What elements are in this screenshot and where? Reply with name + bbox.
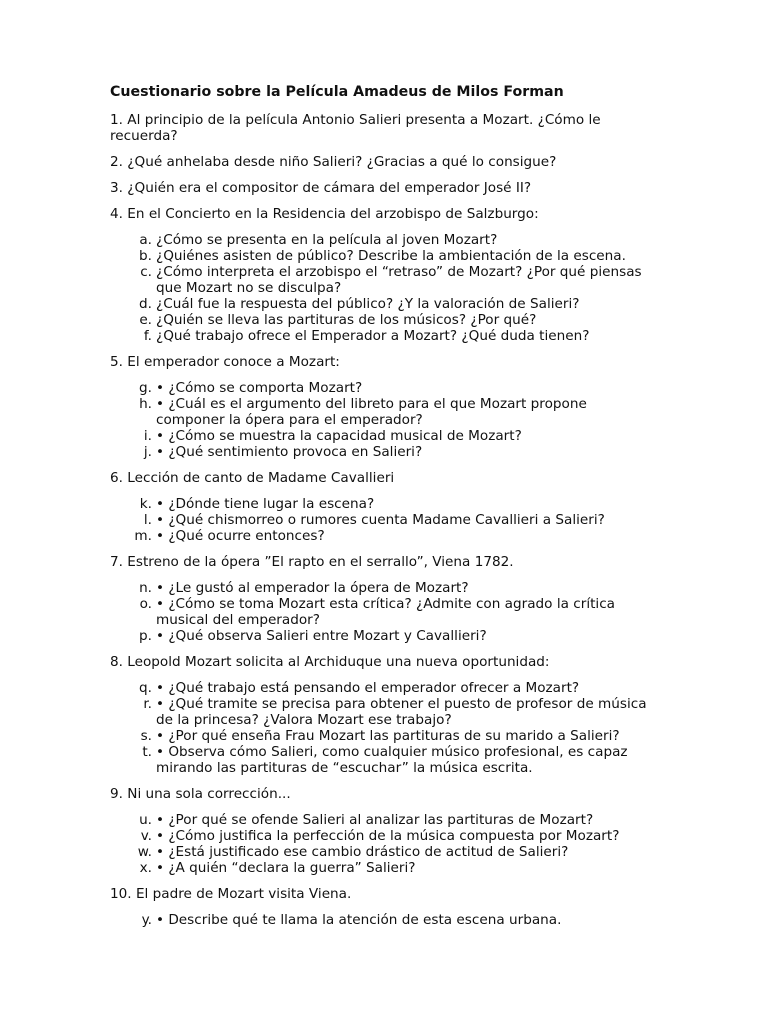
sub-question-item [110, 296, 655, 312]
sub-question-text: • ¿Cómo se toma Mozart esta crítica? ¿Admite con agrado la crítica musical del emperador? [156, 596, 616, 628]
sub-question-letter: t. [142, 744, 152, 760]
sub-question-item [110, 496, 655, 512]
sub-question-letter: b. [139, 248, 152, 264]
sub-question-letter: k. [139, 496, 152, 512]
sub-question-letter: v. [140, 828, 152, 844]
sub-question-list [110, 380, 655, 460]
sub-question-text: • ¿Cómo se comporta Mozart? [156, 380, 363, 396]
sub-question-letter: m. [134, 528, 152, 544]
question-1: 1. Al principio de la película Antonio Salieri presenta a Mozart. ¿Cómo le recuerda? [110, 112, 601, 144]
document-title: Cuestionario sobre la Película Amadeus de Milos Forman [110, 84, 564, 100]
sub-question-text: • ¿Cuál es el argumento del libreto para el que Mozart propone componer la ópera para el emperador? [156, 396, 587, 428]
question-8: 8. Leopold Mozart solicita al Archiduque una nueva oportunidad: [110, 654, 550, 670]
sub-question-item [110, 428, 655, 444]
sub-question-text: • ¿Dónde tiene lugar la escena? [156, 496, 375, 512]
question-10: 10. El padre de Mozart visita Viena. [110, 886, 352, 902]
sub-question-list [110, 232, 655, 344]
sub-question-item [110, 512, 655, 528]
question-7: 7. Estreno de la ópera ”El rapto en el serrallo”, Viena 1782. [110, 554, 514, 570]
sub-question-letter: n. [139, 580, 152, 596]
sub-question-letter: i. [143, 428, 152, 444]
sub-question-letter: h. [139, 396, 152, 412]
sub-question-text: • Observa cómo Salieri, como cualquier músico profesional, es capaz mirando las partituras de “escuchar” la música escrita. [156, 744, 628, 776]
sub-question-item [110, 680, 655, 696]
sub-question-text: • ¿Cómo se muestra la capacidad musical de Mozart? [156, 428, 522, 444]
sub-question-text: • ¿Qué sentimiento provoca en Salieri? [156, 444, 423, 460]
sub-question-text: • ¿Qué chismorreo o rumores cuenta Madame Cavallieri a Salieri? [156, 512, 605, 528]
sub-question-list [110, 912, 655, 928]
sub-question-text: • ¿Le gustó al emperador la ópera de Mozart? [156, 580, 469, 596]
sub-question-letter: q. [139, 680, 152, 696]
sub-question-letter: j. [143, 444, 152, 460]
question-4: 4. En el Concierto en la Residencia del arzobispo de Salzburgo: [110, 206, 539, 222]
sub-question-item [110, 744, 655, 776]
sub-question-item [110, 232, 655, 248]
sub-question-item [110, 248, 655, 264]
sub-question-letter: d. [139, 296, 152, 312]
sub-question-text: ¿Cuál fue la respuesta del público? ¿Y la valoración de Salieri? [156, 296, 580, 312]
questionnaire [110, 112, 655, 938]
sub-question-text: • ¿Por qué enseña Frau Mozart las partituras de su marido a Salieri? [156, 728, 620, 744]
sub-question-letter: c. [140, 264, 152, 280]
sub-question-list [110, 580, 655, 644]
sub-question-text: ¿Qué trabajo ofrece el Emperador a Mozart? ¿Qué duda tienen? [156, 328, 590, 344]
sub-question-item [110, 696, 655, 728]
sub-question-item [110, 628, 655, 644]
sub-question-item [110, 844, 655, 860]
sub-question-item [110, 328, 655, 344]
sub-question-letter: u. [139, 812, 152, 828]
sub-question-text: ¿Quién se lleva las partituras de los músicos? ¿Por qué? [156, 312, 537, 328]
sub-question-list [110, 496, 655, 544]
sub-question-letter: p. [139, 628, 152, 644]
sub-question-item [110, 860, 655, 876]
sub-question-letter: o. [139, 596, 152, 612]
sub-question-text: • Describe qué te llama la atención de esta escena urbana. [156, 912, 562, 928]
sub-question-letter: w. [137, 844, 152, 860]
sub-question-list [110, 812, 655, 876]
sub-question-text: • ¿A quién “declara la guerra” Salieri? [156, 860, 416, 876]
sub-question-text: • ¿Qué trabajo está pensando el emperador ofrecer a Mozart? [156, 680, 580, 696]
sub-question-list [110, 680, 655, 776]
sub-question-letter: x. [139, 860, 152, 876]
sub-question-letter: g. [139, 380, 152, 396]
sub-question-letter: l. [143, 512, 152, 528]
sub-question-item [110, 596, 655, 628]
sub-question-text: • ¿Por qué se ofende Salieri al analizar las partituras de Mozart? [156, 812, 594, 828]
sub-question-letter: y. [141, 912, 152, 928]
sub-question-letter: f. [143, 328, 152, 344]
sub-question-item [110, 580, 655, 596]
sub-question-item [110, 912, 655, 928]
question-6: 6. Lección de canto de Madame Cavallieri [110, 470, 395, 486]
question-9: 9. Ni una sola corrección... [110, 786, 291, 802]
sub-question-text: • ¿Qué observa Salieri entre Mozart y Cavallieri? [156, 628, 487, 644]
sub-question-text: • ¿Está justificado ese cambio drástico de actitud de Salieri? [156, 844, 569, 860]
sub-question-text: • ¿Qué tramite se precisa para obtener el puesto de profesor de música de la princesa? ¿Valora Mozart ese trabajo? [156, 696, 647, 728]
sub-question-letter: r. [143, 696, 152, 712]
sub-question-text: ¿Cómo interpreta el arzobispo el “retraso” de Mozart? ¿Por qué piensas que Mozart no se disculpa? [156, 264, 642, 296]
sub-question-item [110, 380, 655, 396]
sub-question-letter: s. [140, 728, 152, 744]
sub-question-item [110, 444, 655, 460]
sub-question-item [110, 828, 655, 844]
sub-question-item [110, 528, 655, 544]
sub-question-item [110, 396, 655, 428]
question-3: 3. ¿Quién era el compositor de cámara del emperador José II? [110, 180, 532, 196]
sub-question-text: ¿Cómo se presenta en la película al joven Mozart? [156, 232, 498, 248]
sub-question-text: ¿Quiénes asisten de público? Describe la ambientación de la escena. [156, 248, 626, 264]
sub-question-text: • ¿Qué ocurre entonces? [156, 528, 325, 544]
sub-question-item [110, 812, 655, 828]
sub-question-letter: e. [139, 312, 152, 328]
sub-question-letter: a. [139, 232, 152, 248]
sub-question-item [110, 312, 655, 328]
question-2: 2. ¿Qué anhelaba desde niño Salieri? ¿Gracias a qué lo consigue? [110, 154, 557, 170]
question-5: 5. El emperador conoce a Mozart: [110, 354, 340, 370]
sub-question-text: • ¿Cómo justifica la perfección de la música compuesta por Mozart? [156, 828, 620, 844]
sub-question-item [110, 728, 655, 744]
sub-question-item [110, 264, 655, 296]
